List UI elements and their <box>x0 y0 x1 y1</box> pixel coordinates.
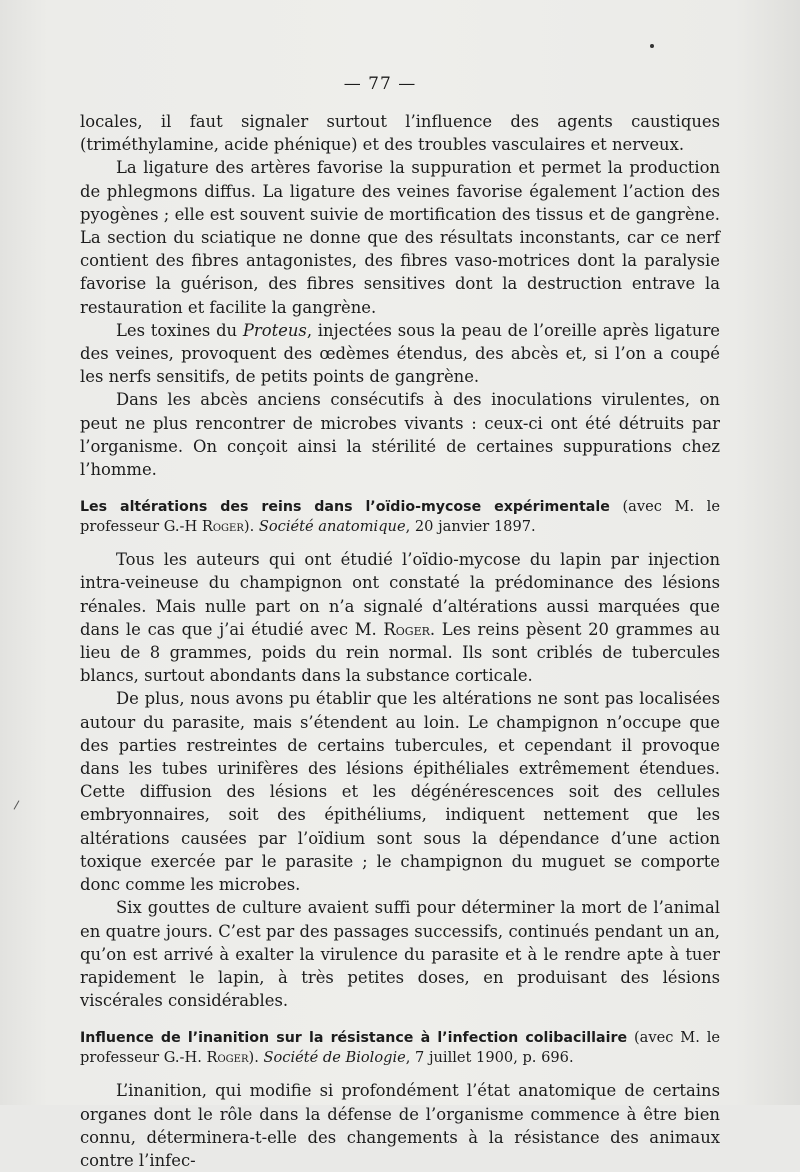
author-name: Roger <box>206 1049 249 1067</box>
paragraph-text: . Les reins pèsent 20 grammes au lieu de 8 grammes, poids du rein normal. Ils sont criblés de tubercules blancs, surtout abondants dans la substance corticale. <box>80 619 720 686</box>
paragraph-text: Les toxines du <box>116 320 243 340</box>
ink-spot <box>650 44 654 48</box>
publication-date: , 7 juillet 1900, p. 696. <box>405 1049 574 1067</box>
section-citation: (avec M. le professeur G.-H <box>80 498 720 536</box>
paragraph-inanition: L’inanition, qui modifie si profondément l’état anatomique de certains organes dont le rôle dans la défense de l’organisme commence à être bien connu, déterminera-t-elle des changements à la résistance des animaux contre l’infec- <box>80 1081 720 1170</box>
paragraph-lesions: De plus, nous avons pu établir que les altérations ne sont pas localisées autour du parasite, mais s’étendent au loin. Le champignon n’occupe que des parties restreintes de certains tubercules, et cependant il provoque dans les tubes urinifères des lésions épithéliales extrêmement étendues. Cette diffusion des lésions et les dégénérescences soit des cellules embryonnaires, soit des épithéliums, indiquent nettement que les altérations causées par l’oïdium sont sous la dépendance d’une action toxique exercée par le parasite ; le champignon du muguet se comporte donc comme les microbes. <box>80 689 720 895</box>
paragraph-proteus <box>80 319 720 389</box>
section-citation: ). <box>248 1049 264 1067</box>
paragraph-abscess: Dans les abcès anciens consécutifs à des inoculations virulentes, on peut ne plus rencontrer de microbes vivants : ceux-ci ont été détruits par l’organisme. On conçoit ainsi la stérilité de certaines suppurations chez l’homme. <box>80 390 720 480</box>
section-citation: ). <box>243 518 259 536</box>
species-name: Proteus <box>242 320 307 340</box>
publication-date: , 20 janvier 1897. <box>405 518 536 536</box>
journal-name: Société anatomique <box>258 518 406 536</box>
paragraph-text: , injectées sous la peau de l’oreille après ligature des veines, provoquent des œdèmes étendus, des abcès et, si l’on a coupé les nerfs sensitifs, de petits points de gangrène. <box>80 320 720 387</box>
section-heading-inanition <box>80 1028 720 1067</box>
section-title: Influence de l’inanition sur la résistance à l’infection colibacillaire <box>80 1030 628 1047</box>
author-name: Roger <box>201 518 244 536</box>
paragraph-ligature: La ligature des artères favorise la suppuration et permet la production de phlegmons diffus. La ligature des veines favorise également l’action des pyogènes ; elle est souvent suivie de mortification des tissus et de gangrène. La section du sciatique ne donne que des résultats inconstants, car ce nerf contient des fibres antagonistes, des fibres vaso-motrices dont la paralysie favorise la guérison, des fibres sensitives dont la destruction entrave la restauration et facilite la gangrène. <box>80 158 720 317</box>
author-name: Roger <box>383 619 430 639</box>
journal-name: Société de Biologie <box>263 1049 406 1067</box>
section-title: Les altérations des reins dans l’oïdio-mycose expérimentale <box>80 499 610 516</box>
page-body <box>80 110 720 1172</box>
bleed-through-text <box>228 8 232 26</box>
paragraph-text: Tous les auteurs qui ont étudié l’oïdio-mycose du lapin par injection intra-veineuse du champignon ont constaté la prédominance des lésions rénales. Mais nulle part on n’a signalé d’altérations aussi marquées que dans le cas que j’ai étudié avec M. <box>80 550 720 639</box>
paragraph-continued: locales, il faut signaler surtout l’influence des agents caustiques (triméthylamine, acide phénique) et des troubles vasculaires et nerveux. <box>80 112 720 155</box>
margin-mark <box>14 800 20 809</box>
paragraph-culture: Six gouttes de culture avaient suffi pour déterminer la mort de l’animal en quatre jours. C’est par des passages successifs, continués pendant un an, qu’on est arrivé à exalter la virulence du parasite et à le rendre apte à tuer rapidement le lapin, à très petites doses, en produisant des lésions viscérales considérables. <box>80 898 720 1011</box>
paragraph-oidiomycosis <box>80 548 720 687</box>
section-heading-reins <box>80 497 720 536</box>
page-number: — 77 — <box>343 74 417 94</box>
section-citation: (avec M. le professeur G.-H. <box>80 1029 720 1067</box>
